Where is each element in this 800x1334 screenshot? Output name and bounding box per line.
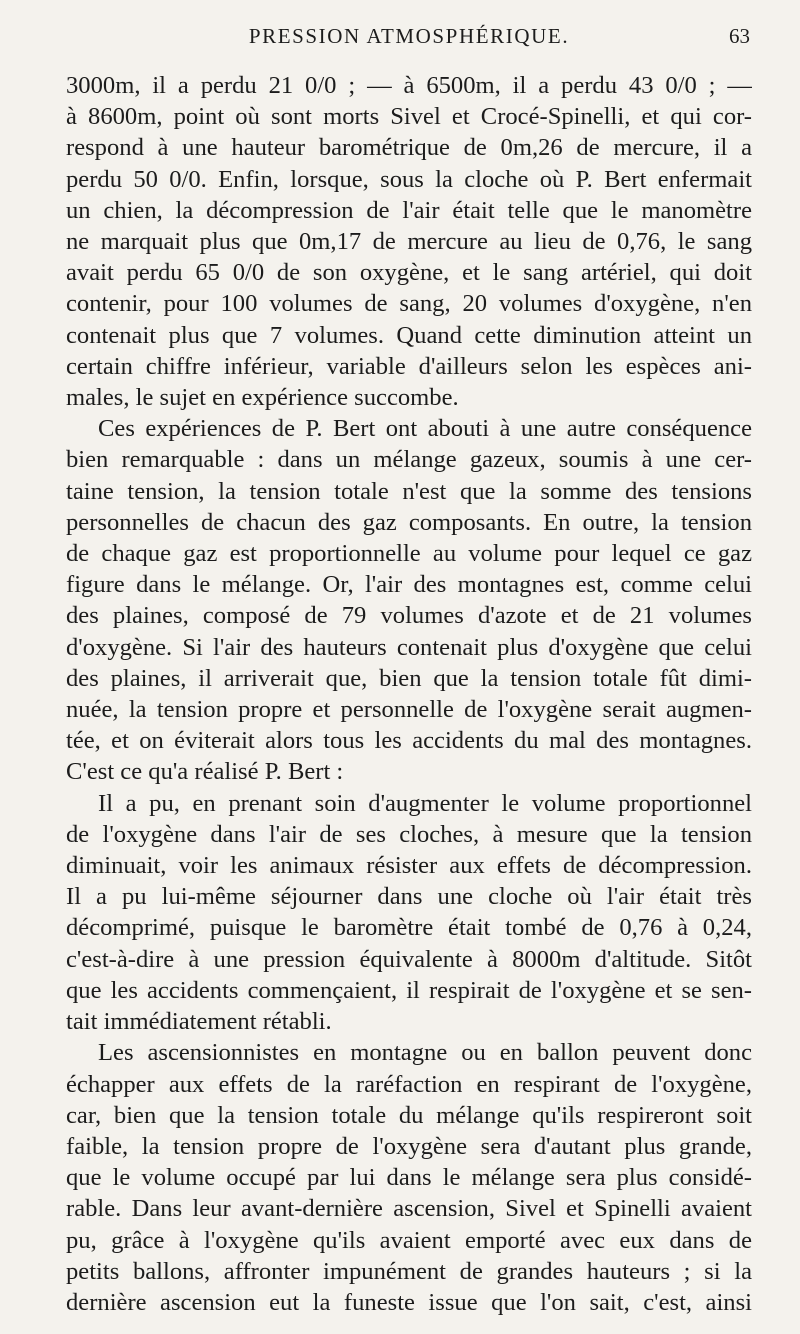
- text-line: à 8600m, point où sont morts Sivel et Crocé-Spinelli, et qui cor-: [66, 103, 752, 131]
- text-line: échapper aux effets de la raréfaction en respirant de l'oxygène,: [66, 1070, 752, 1098]
- text-line: perdu 50 0/0. Enfin, lorsque, sous la cloche où P. Bert enfermait: [66, 165, 752, 193]
- text-line: d'oxygène. Si l'air des hauteurs contenait plus d'oxygène que celui: [66, 633, 752, 661]
- text-line: des plaines, il arriverait que, bien que la tension totale fût dimi-: [66, 664, 752, 692]
- text-line: de l'oxygène dans l'air de ses cloches, à mesure que la tension: [66, 820, 752, 848]
- text-line: que les accidents commençaient, il respirait de l'oxygène et se sen-: [66, 976, 752, 1004]
- text-line: petits ballons, affronter impunément de grandes hauteurs ; si la: [66, 1257, 752, 1285]
- text-line: rable. Dans leur avant-dernière ascension, Sivel et Spinelli avaient: [66, 1195, 752, 1223]
- text-line: contenir, pour 100 volumes de sang, 20 volumes d'oxygène, n'en: [66, 290, 752, 318]
- text-line: respond à une hauteur barométrique de 0m,26 de mercure, il a: [66, 134, 752, 162]
- text-line: avait perdu 65 0/0 de son oxygène, et le sang artériel, qui doit: [66, 259, 752, 287]
- text-line: Les ascensionnistes en montagne ou en ballon peuvent donc: [98, 1039, 752, 1067]
- text-line: c'est-à-dire à une pression équivalente à 8000m d'altitude. Sitôt: [66, 945, 752, 973]
- running-header: [68, 20, 750, 56]
- text-line: personnelles de chacun des gaz composants. En outre, la tension: [66, 508, 752, 536]
- text-line: pu, grâce à l'oxygène qu'ils avaient emporté avec eux dans de: [66, 1226, 752, 1254]
- page-number: 63: [729, 24, 750, 48]
- text-line: de chaque gaz est proportionnelle au volume pour lequel ce gaz: [66, 540, 752, 568]
- text-line: Ces expériences de P. Bert ont abouti à une autre conséquence: [98, 415, 752, 443]
- text-line: faible, la tension propre de l'oxygène sera d'autant plus grande,: [66, 1132, 752, 1160]
- text-line: C'est ce qu'a réalisé P. Bert :: [66, 758, 344, 786]
- text-line: tait immédiatement rétabli.: [66, 1008, 332, 1036]
- text-line: bien remarquable : dans un mélange gazeux, soumis à une cer-: [66, 446, 752, 474]
- text-line: certain chiffre inférieur, variable d'ailleurs selon les espèces ani-: [66, 352, 752, 380]
- text-line: décomprimé, puisque le baromètre était tombé de 0,76 à 0,24,: [66, 914, 752, 942]
- text-line: diminuait, voir les animaux résister aux effets de décompression.: [66, 852, 752, 880]
- text-line: Il a pu lui-même séjourner dans une cloche où l'air était très: [66, 883, 752, 911]
- text-line: dernière ascension eut la funeste issue que l'on sait, c'est, ainsi: [66, 1288, 752, 1316]
- text-line: que le volume occupé par lui dans le mélange sera plus considé-: [66, 1164, 752, 1192]
- body-text: [66, 70, 752, 1318]
- text-line: figure dans le mélange. Or, l'air des montagnes est, comme celui: [66, 571, 752, 599]
- text-line: contenait plus que 7 volumes. Quand cette diminution atteint un: [66, 321, 752, 349]
- text-line: ne marquait plus que 0m,17 de mercure au lieu de 0,76, le sang: [66, 228, 752, 256]
- text-line: un chien, la décompression de l'air était telle que le manomètre: [66, 196, 752, 224]
- text-line: nuée, la tension propre et personnelle de l'oxygène serait augmen-: [66, 696, 752, 724]
- text-line: males, le sujet en expérience succombe.: [66, 384, 459, 412]
- text-line: car, bien que la tension totale du mélange qu'ils respireront soit: [66, 1101, 752, 1129]
- text-line: 3000m, il a perdu 21 0/0 ; — à 6500m, il a perdu 43 0/0 ; —: [66, 72, 752, 99]
- text-line: des plaines, composé de 79 volumes d'azote et de 21 volumes: [66, 602, 752, 630]
- running-title: PRESSION ATMOSPHÉRIQUE.: [248, 24, 570, 48]
- text-line: Il a pu, en prenant soin d'augmenter le volume proportionnel: [98, 789, 752, 817]
- text-line: taine tension, la tension totale n'est que la somme des tensions: [66, 477, 752, 505]
- text-line: tée, et on éviterait alors tous les accidents du mal des montagnes.: [66, 727, 752, 755]
